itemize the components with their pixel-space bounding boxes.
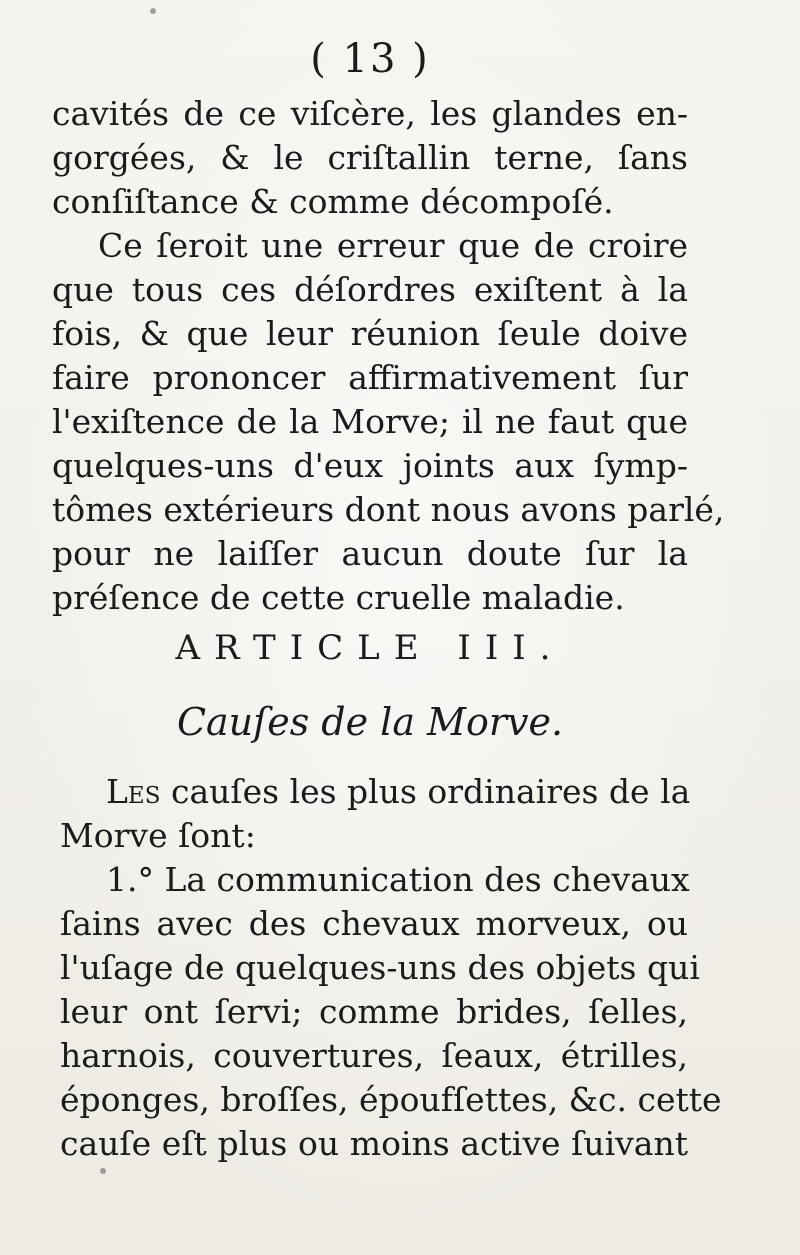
page-number: ( 13 ) — [310, 36, 430, 82]
paragraph2-line-7: tômes extérieurs dont nous avons parlé, — [52, 490, 725, 529]
paragraph1-line-3: conſiſtance & comme décompoſé. — [52, 182, 614, 221]
paragraph4-line-2: ſains avec des chevaux morveux, ou — [60, 904, 688, 943]
paragraph2-line-4: faire prononcer affirmativement ſur — [52, 358, 688, 397]
section-title: Cauſes de la Morve. — [176, 700, 564, 744]
paragraph3-line-2: Morve ſont: — [60, 816, 256, 855]
ink-speck — [150, 8, 156, 14]
paragraph2-line-6: quelques-uns d'eux joints aux ſymp- — [52, 446, 688, 485]
article-heading: ARTICLE III. — [175, 628, 565, 668]
paragraph1-line-2: gorgées, & le criſtallin terne, ſans — [52, 138, 688, 177]
paragraph4-line-6: éponges, broſſes, époufſettes, &c. cette — [60, 1080, 722, 1119]
text-block-top — [52, 92, 725, 620]
paragraph3-line-1-rest: cauſes les plus ordinaires de la — [160, 772, 691, 811]
paragraph2-line-8: pour ne laiſſer aucun doute ſur la — [52, 534, 688, 573]
paragraph4-line-7: cauſe eſt plus ou moins active ſuivant — [60, 1124, 688, 1163]
paragraph2-line-2: que tous ces déſordres exiſtent à la — [52, 270, 688, 309]
paragraph4-line-1: 1.° La communication des chevaux — [106, 860, 690, 899]
paragraph2-line-1: Ce ſeroit une erreur que de croire — [98, 226, 688, 265]
paragraph2-line-5: l'exiſtence de la Morve; il ne faut que — [52, 402, 688, 441]
text-block-bottom — [60, 770, 722, 1166]
paragraph2-line-3: fois, & que leur réunion ſeule doive — [52, 314, 688, 353]
paragraph4-line-3: l'uſage de quelques-uns des objets qui — [60, 948, 700, 987]
paragraph3-line-1 — [60, 770, 691, 814]
paragraph1-line-1: cavités de ce viſcère, les glandes en- — [52, 94, 688, 133]
paragraph4-line-4: leur ont ſervi; comme brides, ſelles, — [60, 992, 688, 1031]
paragraph2-line-9: préſence de cette cruelle maladie. — [52, 578, 625, 617]
paragraph4-line-5: harnois, couvertures, ſeaux, étrilles, — [60, 1036, 688, 1075]
paragraph3-first-word: Les — [106, 772, 161, 811]
ink-speck — [100, 1168, 106, 1174]
